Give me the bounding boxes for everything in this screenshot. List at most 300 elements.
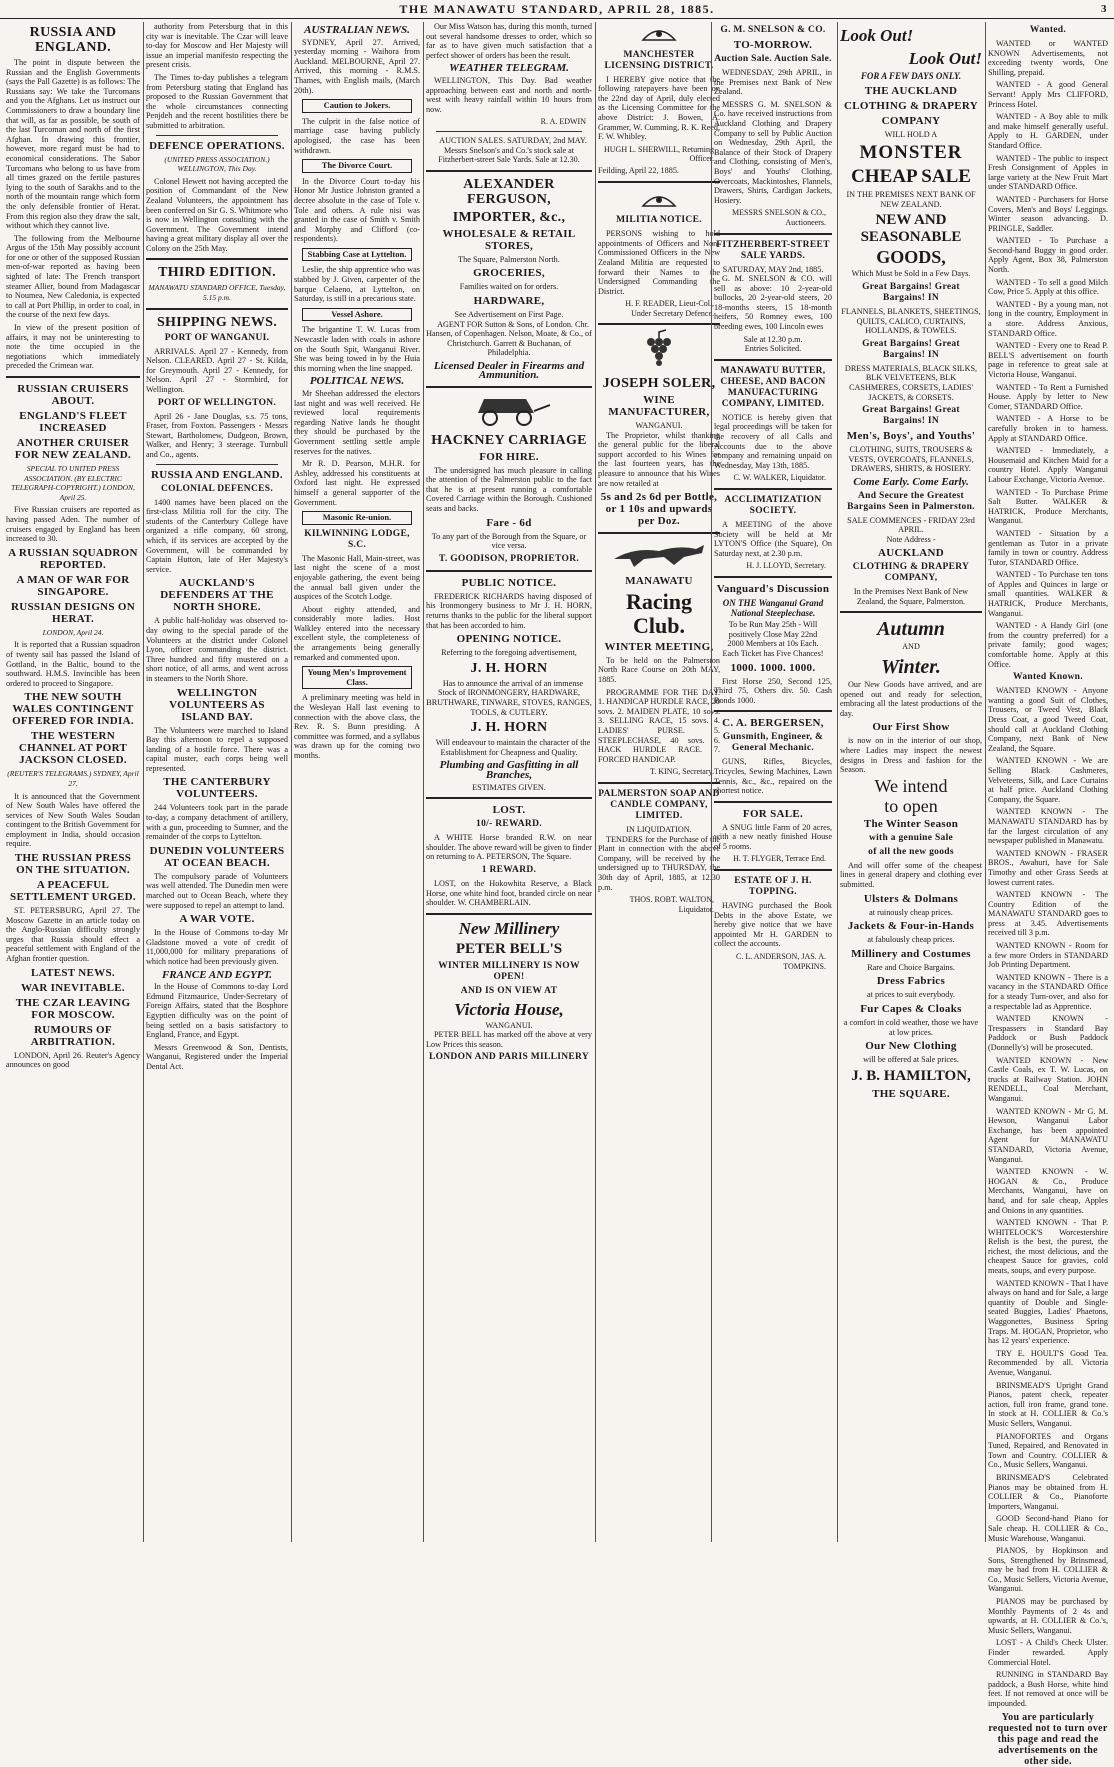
article-text: 1400 names have been placed on the first-class Militia roll for the city. The students of the Canterbury College have organized a rifle company, 60 strong, which, if its services are accepted by the Government, will be commanded by Captain Hutton, late of Her Majesty's service. xyxy=(146,497,288,574)
advert-text: NOTICE is hereby given that legal proceedings will be taken for the recovery of all Calls and Accounts due to the above company and remaining unpaid on Wednesday, May 13th, 1885. xyxy=(714,412,832,470)
classified-ad: WANTED KNOWN - New Castle Coals, ex T. W. Lucas, on trucks at Railway Station. JOHN RENDELL, Coal Merchant, Wanganui. xyxy=(988,1055,1108,1103)
advert-title: Our First Show xyxy=(872,721,950,734)
headline: WELLINGTON VOLUNTEERS AS ISLAND BAY. xyxy=(169,686,265,723)
article-text: The compulsory parade of Volunteers was well attended. The Dunedin men were marched out to Ocean Beach, where they were supposed to repel an attempt to land. xyxy=(146,871,288,910)
classified-ad: WANTED KNOWN - Room for a few more Orders in STANDARD Job Printing Department. xyxy=(988,941,1108,970)
advert-text: Entries Solicited. xyxy=(744,344,802,354)
section-title: Wanted. xyxy=(1029,25,1067,35)
headline: DUNEDIN VOLUNTEERS AT OCEAN BEACH. xyxy=(149,844,285,869)
divider xyxy=(6,376,140,378)
advert-text: at prices to suit everybody. xyxy=(867,990,955,1000)
article-text: A preliminary meeting was held in the Wesleyan Hall last evening to connection with the above class, the Rev. R. S. Bunn presiding. A committee was formed, and a syllabus was drawn up for the coming two months. xyxy=(294,693,420,760)
column-rule xyxy=(143,22,144,1542)
classified-ad: WANTED - To Rent a Furnished House. Apply by letter to New Comer, STANDARD Office. xyxy=(988,382,1108,411)
advert-text: AGENT FOR Sutton & Sons, of London. Chr. Hansen, of Copenhagen. Nelson, Moate, & Co., of Christchurch. Garrett & Buchanan, of Philadelphia. xyxy=(426,319,592,358)
divider xyxy=(714,233,832,235)
advert-title: C. A. BERGERSEN, xyxy=(722,717,824,730)
advert-title: 1 REWARD. xyxy=(481,864,537,875)
divider xyxy=(426,386,592,388)
advert-text: And will offer some of the cheapest lines in general drapery and clothing ever submitted. xyxy=(840,860,982,889)
advert-title: THE AUCKLAND xyxy=(864,84,958,97)
signature: C. W. WALKER, Liquidator. xyxy=(733,473,826,483)
advert-title: of all the new goods xyxy=(868,846,954,857)
classified-ad: WANTED - A Boy able to milk and make himself generally useful. Apply to H. GARDEN, under Standard Office. xyxy=(988,112,1108,150)
article-text: SYDNEY, April 27. Arrived, yesterday morning - Waihora from Auckland. MELBOURNE, April 27. Arrived, this morning - R.M.S. Thames, with English mails, (March 20th). xyxy=(294,37,420,95)
classified-ad: WANTED - A Horse to be carefully broken in to harness. Apply at STANDARD Office. xyxy=(988,414,1108,443)
masthead-title: THE MANAWATU STANDARD, APRIL 28, 1885. xyxy=(399,2,715,16)
advert-text: IN LIQUIDATION. xyxy=(626,824,692,834)
classified-ad: PIANOS, by Hopkinson and Sons, Strengthened by Brinsmead, may be had from H. COLLIER & Co., Music Sellers, Victoria Avenue, Wanganui. xyxy=(988,1546,1108,1594)
advert-text: FOR A FEW DAYS ONLY. xyxy=(860,71,962,81)
signature: HUGH L. SHERWILL, Returning Officer. xyxy=(604,144,714,164)
article-text: 244 Volunteers took part in the parade to-day, a company detachment of artillery, with a gun, proceeding to Sumner, and the remainder of the corps to Lyttelton. xyxy=(146,803,288,842)
classified-ad: WANTED - The public to inspect Fresh Consignment of Apples in large variety at the New Fruit Mart under STANDARD Office. xyxy=(988,153,1108,192)
advert-text: To be Run May 25th - Will positively Close May 22nd xyxy=(728,620,818,639)
advert-text: FREDERICK RICHARDS having disposed of his Ironmongery business to Mr J. H. HORN, returns thanks to the public for the liberal support that has been accorded to him. xyxy=(426,591,592,630)
boxed-headline: Masonic Re-union. xyxy=(302,511,412,525)
advert-title: CLOTHING & DRAPERY xyxy=(844,99,978,112)
advert-title: HARDWARE, xyxy=(473,294,545,307)
boxed-headline: The Divorce Court. xyxy=(302,159,412,173)
advert-text: HAVING purchased the Book Debts in the above Estate, we hereby give notice that we have appointed Mr H. GARDEN to collect the accounts. xyxy=(714,901,832,949)
advert-title: J. B. HAMILTON, xyxy=(851,1067,971,1084)
advert-title: Look Out! xyxy=(840,26,914,45)
advert-text: In the Premises Next Bank of New Zealand, the Square, Palmerston. xyxy=(853,587,969,606)
headline: THE WESTERN CHANNEL AT PORT JACKSON CLOSED. xyxy=(18,730,128,767)
classified-ad: BRINSMEAD'S Upright Grand Pianos, patent check, repeater action, full iron frame, grand tone. In stock at H. COLLIER & Co.'s Music Sellers, Wanganui. xyxy=(988,1380,1108,1428)
classified-ad: PIANOFORTES and Organs Tuned, Repaired, and Renovated in Town and Country. COLLIER & Co., Music Sellers, Wanganui. xyxy=(988,1431,1108,1470)
headline: THE CANTERBURY VOLUNTEERS. xyxy=(163,776,271,801)
advert-text: TENDERS for the Purchase of the Plant in connection with the above Company, will be received by the undersigned up to THURSDAY, the 30th day of April, 1885, at 12.30 p.m. xyxy=(598,834,720,892)
carriage-illustration xyxy=(426,393,592,430)
headline: THIRD EDITION. xyxy=(158,265,276,281)
advert-title: FITZHERBERT-STREET SALE YARDS. xyxy=(716,239,830,261)
signature: H. J. LLOYD, Secretary. xyxy=(746,561,826,571)
advert-title: GOODS, xyxy=(876,247,946,268)
advert-text: 2000 Members at 10s Each. xyxy=(727,639,819,649)
advert-text: ON THE Wanganui Grand National Steeplechase. xyxy=(722,597,824,618)
advert-text: WEDNESDAY, 29th APRIL, in the Premises next Bank of New Zealand. xyxy=(714,68,832,97)
advert-title: Look Out! xyxy=(908,49,982,68)
advert-title: MANAWATU BUTTER, CHEESE, AND BACON MANUFACTURING COMPANY, LIMITED. xyxy=(720,365,826,409)
divider xyxy=(146,308,288,310)
classified-ad: GOOD Second-hand Piano for Sale cheap. H. COLLIER & Co., Music Warehouse, Wanganui. xyxy=(988,1514,1108,1543)
column-rule xyxy=(837,22,838,1542)
advert-title: LOST. xyxy=(492,804,526,817)
advert-text: Rare and Choice Bargains. xyxy=(867,962,955,972)
classified-ad: WANTED - To Purchase Prime Salt Butter. WALKER & HATRICK, Produce Merchants, Wanganui. xyxy=(988,487,1108,526)
dateline: SPECIAL TO UNITED PRESS ASSOCIATION. (BY ELECTRIC TELEGRAPH-COPYRIGHT.) LONDON, April 25. xyxy=(11,464,135,502)
advert-title: CHEAP SALE xyxy=(851,166,971,188)
advert-title: Racing Club. xyxy=(626,588,692,638)
advert-title: ACCLIMATIZATION SOCIETY. xyxy=(724,495,822,516)
classified-ad: WANTED - A Handy Girl (one from the country preferred) for a private family; good wages; comfortable home. Apply at this Office. xyxy=(988,621,1108,669)
column-6-snelson xyxy=(714,22,832,1542)
column-rule xyxy=(595,22,596,1542)
article-text: In the House of Commons to-day Lord Edmund Fitzmaurice, Under-Secretary of Foreign Affairs, stated that the Bosphore Egyptien difficulty was on the point of being settled on a basis satisfactory to England, France, and Egypt. xyxy=(146,982,288,1040)
classified-ad: WANTED KNOWN - That P. WHITELOCK'S Worcestershire Relish is the best, the purest, the richest, the most delicious, and the cheapest Sauce for gravies, cold meats, soups, and every purpose. xyxy=(988,1218,1108,1276)
article-text: The following from the Melbourne Argus of the 15th May possibly account for one or other of the supposed Russian men-of-war reported as having been sighted of late: The French transport steamer Allier, bound from Madagascar to Noumea, New Caledonia, is expected to call at Port Phillip, in order to coal, in the course of the next few days. xyxy=(6,233,140,320)
advert-title: T. GOODISON, PROPRIETOR. xyxy=(438,553,580,564)
advert-title: And Secure the Greatest Bargains Seen in Palmerston. xyxy=(847,490,975,512)
advert-title: CLOTHING & DRAPERY COMPANY, xyxy=(852,562,970,584)
advert-title: Fare - 6d xyxy=(486,516,532,529)
advert-title: PETER BELL'S xyxy=(455,940,563,957)
divider xyxy=(426,170,592,172)
divider xyxy=(426,570,592,572)
boxed-headline: Caution to Jokers. xyxy=(302,99,412,113)
article-text: About eighty attended, and considerably more ladies. Host Walkley entered into the necessary excellent style, the completeness of the arrangements being generally remarked and commented upon. xyxy=(294,604,420,662)
column-3 xyxy=(294,22,420,1542)
advert-text: Sale at 12.30 p.m. xyxy=(743,334,803,344)
article-text: The brigantine T. W. Lucas from Newcastle laden with coals in ashore on the South Spit, Wanganui River. She was being towed in by the Huia this morning when the line snapped. xyxy=(294,325,420,373)
advert-title: THE SQUARE. xyxy=(872,1087,950,1100)
classified-ad: WANTED - A good General Servant! Apply Mrs CLIFFORD, Princess Hotel. xyxy=(988,80,1108,109)
divider xyxy=(840,611,982,613)
article-text: April 26 - Jane Douglas, s.s. 75 tons, Fraser, from Foxton. Passengers - Messrs Stewart, Bartholomew, Dudgeon, Brown, Walker, and Henry; 3 steerage. Turnbull and Co., agents. xyxy=(146,411,288,459)
advert-text: Our New Goods have arrived, and are opened out and ready for selection, embracing all the latest productions of the day. xyxy=(840,680,982,718)
advert-title: PALMERSTON SOAP AND CANDLE COMPANY, LIMITED. xyxy=(598,788,720,821)
headline: ANOTHER CRUISER FOR NEW ZEALAND. xyxy=(14,437,132,461)
classified-ad: WANTED KNOWN - W. HOGAN & Co., Produce Merchants, Wanganui, have on hand, and for sale cheap, Apples and Onions in any quantities. xyxy=(988,1167,1108,1215)
advert-text: SALE COMMENCES - FRIDAY 23rd APRIL. xyxy=(847,515,975,535)
signature: THOS. ROBT. WALTON, Liquidator. xyxy=(629,895,714,914)
signature: H. F. READER, Lieut-Col., Under Secretary Defence. xyxy=(625,299,714,318)
divider xyxy=(714,710,832,712)
article-text: In the Divorce Court to-day his Honor Mr Justice Johnston granted a decree absolute in the case of Tole v. Tole and others. A rule nisi was granted in the case of Smith v. Smith and Morphy and Clifford (co-respondents). xyxy=(294,176,420,244)
footer-notice: You are particularly requested not to turn over this page and read the advertisements on the other side. xyxy=(988,1711,1108,1767)
advert-text: Plumbing and Gasfitting in all Branches, xyxy=(439,759,579,781)
advert-title: 10/- REWARD. xyxy=(476,819,542,830)
advert-text: LONDON AND PARIS MILLINERY xyxy=(428,1052,590,1063)
article-text: In the House of Commons to-day Mr Gladstone moved a vote of credit of 11,000,000 for military preparations of which notice had been previously given. xyxy=(146,928,288,966)
advert-text: IN THE PREMISES NEXT BANK OF NEW ZEALAND. xyxy=(846,190,976,209)
advert-text: WINTER MILLINERY IS NOW OPEN! xyxy=(438,960,580,982)
headline: POLITICAL NEWS. xyxy=(309,375,405,388)
classified-ad: WANTED - Immediately, a Housemaid and Kitchen Maid for a country Hotel. Apply Wanganui Labour Exchange, Victoria Avenue. xyxy=(988,446,1108,484)
advert-text: PETER BELL has marked off the above at very Low Prices this season. xyxy=(426,1030,592,1049)
headline: RUSSIAN DESIGNS ON HERAT. xyxy=(11,600,135,625)
classified-ad: WANTED - Every one to Read P. BELL'S advertisement on fourth page in reference to great sale at Victoria House, Wanganui. xyxy=(988,341,1108,379)
classified-ad: WANTED - To Purchase ten tons of Apples and Quinces in large or small quantities. WALKER & HATRICK, Produce Merchants, Wanganui. xyxy=(988,570,1108,618)
advert-title: Ulsters & Dolmans xyxy=(863,892,959,905)
classified-ad: WANTED KNOWN - The MANAWATU STANDARD has by far the largest circulation of any newspaper published in Manawatu. xyxy=(988,807,1108,846)
article-text: Five Russian cruisers are reported as having passed Aden. The number of cruisers engaged by England has been increased to 30. xyxy=(6,505,140,544)
advert-text: GUNS, Rifles, Bicycles, Tricycles, Sewing Machines, Lawn Tennis, &c., &c., repaired on the shortest notice. xyxy=(714,757,832,796)
advert-title: G. M. SNELSON & CO. xyxy=(720,25,826,35)
advert-title: with a genuine Sale xyxy=(868,832,954,843)
headline: DEFENCE OPERATIONS. xyxy=(149,139,285,152)
classified-ad: WANTED - Purchasers for Horse Covers, Men's and Boys' Leggings. Winter season advancing. D. PRINGLE, Saddler. xyxy=(988,194,1108,233)
advert-title: WHOLESALE & RETAIL STORES, xyxy=(442,227,576,252)
dateline: (UNITED PRESS ASSOCIATION.) WELLINGTON, This Day. xyxy=(164,154,270,174)
article-text: AUCTION SALES. SATURDAY, 2nd MAY. Messrs Snelson's and Co.'s stock sale at Fitzherbert-street Sale Yards. Sale at 12.30. xyxy=(438,135,587,165)
advert-title: Great Bargains! Great Bargains! IN xyxy=(862,405,960,427)
dateline: LONDON, April 24. xyxy=(42,627,104,637)
classified-ad: WANTED KNOWN - Mr G. M. Hewson, Wanganui Labor Exchange, has been appointed Agent for MANAWATU STANDARD, Victoria Avenue, Wanganui. xyxy=(988,1106,1108,1164)
headline: WEATHER TELEGRAM. xyxy=(449,62,569,75)
advert-text: A SNUG little Farm of 20 acres, with a new neatly finished House of 5 rooms. xyxy=(714,822,832,851)
advert-text: ESTIMATES GIVEN. xyxy=(472,782,546,792)
divider xyxy=(714,359,832,361)
advert-title: Jackets & Four-in-Hands xyxy=(847,920,975,933)
advert-text: AND xyxy=(902,642,920,652)
article-text: In view of the present position of affairs, it may not be uninteresting to note the time occupied in the negotiations which immediately preceded the Crimean war. xyxy=(6,323,140,371)
advert-title: FOR SALE. xyxy=(742,807,804,820)
article-text: Colonel Hewett not having accepted the position of Commandant of the New Zealand Volunteers, the appointment has been conferred on Sir G. S. Whitmore who is now in Wellington consulting with the Government. The Government intend having a great military display all over the Colony on the 25th May. xyxy=(146,176,288,253)
classified-ad: RUNNING in STANDARD Bay paddock, a Bush Horse, white hind feet. If not removed at once will be impounded. xyxy=(988,1670,1108,1708)
advert-text: Will endeavour to maintain the character of the Establishment for Cheapness and Quality. xyxy=(435,738,591,757)
advert-text: at fabulously cheap prices. xyxy=(867,935,955,945)
article-text: WELLINGTON, This Day. Bad weather approaching between east and north and north-west with heavy rainfall within 10 hours from now. xyxy=(426,75,592,114)
article-text: ARRIVALS. April 27 - Kennedy, from Nelson. CLEARED. April 27 - St. Kilda, for Greymouth. April 27 - Kennedy, for Nelson. April 27 - Stormbird, for Wellington. xyxy=(146,346,288,395)
advert-text: Families waited on for orders. xyxy=(459,282,559,292)
advert-text: LOST, on the Hokowhita Reserve, a Black Horse, one white hind foot, branded circle on near shoulder. W. CHAMBERLAIN. xyxy=(426,878,592,908)
headline: THE NEW SOUTH WALES CONTINGENT OFFERED FOR INDIA. xyxy=(12,691,134,728)
advert-text: CLOTHING, SUITS, TROUSERS & VESTS, OVERCOATS, FLANNELS, DRAWERS, SHIRTS, & HOSIERY. xyxy=(848,445,974,474)
signature: H. T. FLYGER, Terrace End. xyxy=(733,854,826,864)
advert-title: WINTER MEETING, xyxy=(604,640,714,653)
classified-ad: WANTED KNOWN - FRASER BROS., Awahuri, have for Sale Timothy and other Grass Seeds at lowest current rates. xyxy=(988,848,1108,887)
column-7 xyxy=(840,22,982,1542)
advert-title: JOSEPH SOLER, xyxy=(602,376,716,392)
advert-title: The Winter Season xyxy=(863,817,959,830)
headline: LATEST NEWS. xyxy=(31,966,115,979)
boxed-headline: Stabbing Case at Lyttelton. xyxy=(302,248,412,262)
advert-title: Dress Fabrics xyxy=(876,975,946,988)
classified-ad: WANTED or WANTED KNOWN Advertisements, not exceeding twenty words, One Shilling, prepaid. xyxy=(988,39,1108,77)
divider xyxy=(426,797,592,799)
advert-title: J. H. HORN xyxy=(470,720,548,736)
article-text: Messrs Greenwood & Son, Dentists, Wanganui, Registered under the Imperial Dental Act. xyxy=(146,1042,288,1071)
headline: FRANCE AND EGYPT. xyxy=(161,968,273,981)
headline: THE CZAR LEAVING FOR MOSCOW. xyxy=(15,996,131,1021)
divider xyxy=(714,869,832,871)
advert-title: NEW AND SEASONABLE xyxy=(860,212,962,246)
signature: R. A. EDWIN xyxy=(540,117,586,127)
advert-text: The undersigned has much pleasure in calling the attention of the Palmerston public to the fact that he is at present running a comfortable Covered Carriage within the Borough. Cushioned seats and backs. xyxy=(426,465,592,514)
advert-text: See Advertisement on First Page. xyxy=(454,309,564,319)
classified-ad: WANTED KNOWN - Anyone wanting a good Suit of Clothes, Trousers, or Tweed Vest, Black Dress Coat, a good Tweed Coat, should call at Auckland Clothing Company, next Bank of New Zealand, the Square. xyxy=(988,686,1108,753)
advert-text: Each Ticket has Five Chances! xyxy=(722,648,824,658)
article-text: ST. PETERSBURG, April 27. The Moscow Gazette in an article today on the Anglo-Russian difficulty strongly urges that Russia should effect a peaceful settlement with England of the Afghan frontier question. xyxy=(6,906,140,964)
column-rule xyxy=(711,22,712,1542)
article-text: Leslie, the ship apprentice who was stabbed by J. Given, carpenter of the barque Celaeno, at Lyttelton, on Saturday, is still in a precarious state. xyxy=(294,265,420,304)
advert-text: First Horse 250, Second 125, Third 75, Others div. 50. Cash Bonds 1000. xyxy=(714,676,832,705)
masthead xyxy=(0,0,1114,19)
advert-text: a comfort in cold weather, those we have at low prices. xyxy=(843,1017,979,1037)
classified-ad: WANTED KNOWN - There is a vacancy in the STANDARD Office for a steady Turn-over, and also for a respectable lad as Apprentice. xyxy=(988,972,1108,1011)
page-number: 3 xyxy=(1101,3,1108,15)
advert-text: WANGANUI. xyxy=(485,1020,533,1030)
classified-ad: WANTED KNOWN - Trespassers in Standard Bay Paddock or Bush Paddock (Donnelly's) will be prosecuted. xyxy=(988,1014,1108,1052)
headline: A PEACEFUL SETTLEMENT URGED. xyxy=(10,879,136,904)
headline: WAR INEVITABLE. xyxy=(21,981,125,994)
headline: RUMOURS OF ARBITRATION. xyxy=(30,1023,116,1048)
advert-title: Our New Clothing xyxy=(865,1040,957,1053)
divider xyxy=(436,131,582,132)
advert-title: New Millinery xyxy=(458,918,560,938)
advert-title: WINE MANUFACTURER, xyxy=(608,394,710,419)
column-8 xyxy=(988,22,1108,1767)
article-text: authority from Petersburg that in this city war is inevitable. The Czar will leave to-day for Moscow and Her Majesty will issue an imperial manifesto respecting the present crisis. xyxy=(146,22,288,70)
advert-title: ALEXANDER FERGUSON, xyxy=(463,176,555,207)
article-text: Our Miss Watson has, during this month, turned out several handsome dresses to order, which so far as to have given much satisfaction that a perfect shower of orders has been the result. xyxy=(426,22,592,60)
divider xyxy=(426,913,592,915)
classified-ad: PIANOS may be purchased by Monthly Payments of 2 4s and upwards, at H. COLLIER & Co.'s, Music Sellers, Wanganui. xyxy=(988,1597,1108,1635)
advert-text: SATURDAY, MAY 2nd, 1885. xyxy=(722,264,824,274)
divider xyxy=(714,801,832,803)
article-text: Mr Sheehan addressed the electors last night and was well received. He reviewed local requirements regarding Native lands he thought they should be purchased by the Government settling settle ample reserves for the natives. xyxy=(294,389,420,456)
headline: PORT OF WANGANUI. xyxy=(164,332,270,343)
advert-title: PUBLIC NOTICE. xyxy=(461,576,557,589)
advert-title: Winter. xyxy=(881,656,941,679)
classified-ad: WANTED - To sell a good Milch Cow, Price 5. Apply at this office. xyxy=(988,277,1108,297)
advert-title: ESTATE OF J. H. TOPPING. xyxy=(734,876,812,898)
classified-ad: TRY E. HOULT'S Good Tea. Recommended by all. Victoria Avenue, Wanganui. xyxy=(988,1348,1108,1377)
advert-title: Victoria House, xyxy=(454,999,564,1019)
advert-title: We intend xyxy=(874,775,948,796)
boxed-headline: Young Men's Improvement Class. xyxy=(302,666,412,689)
article-text: LONDON, April 26. Reuter's Agency announces on good xyxy=(6,1050,140,1070)
advert-text: G. M. SNELSON & CO. will sell as above: 10 2-year-old bullocks, 20 2-year-old steers, 20 18-months steers, 15 18-month heifers, 50 Romney ewes, 100 breeding ewes, 100 Lincoln ewes xyxy=(714,274,832,332)
divider xyxy=(714,576,832,578)
advert-text: PROGRAMME FOR THE DAY. 1. HANDICAP HURDLE RACE, 20 sovs. 2. MAIDEN PLATE, 10 sovs. 3. SELLING RACE, 15 sovs. 4. LADIES' PURSE. 5. STEEPLECHASE, 40 sovs. 6. HACK HURDLE RACE. 7. FORCED HANDICAP. xyxy=(598,687,720,764)
classified-ad: WANTED KNOWN - The Country Edition of the MANAWATU STANDARD goes to press at 3.45. Advertisements received till 3 p.m. xyxy=(988,890,1108,938)
advert-text: Feilding, April 22, 1885. xyxy=(598,165,679,175)
advert-title: Fur Capes & Cloaks xyxy=(860,1002,962,1015)
advert-text: Referring to the foregoing advertisement, xyxy=(441,648,577,658)
advert-title: IMPORTER, &c., xyxy=(452,209,566,225)
advert-text: The Square, Palmerston North. xyxy=(458,254,560,264)
advert-text: AND IS ON VIEW AT xyxy=(460,985,558,996)
advert-text: To any part of the Borough from the Square, or vice versa. xyxy=(431,531,587,551)
classified-ad: WANTED - By a young man, not long in the country, Employment in a store. Address Anxious, STANDARD Office. xyxy=(988,299,1108,338)
advert-text: at ruinously cheap prices. xyxy=(869,907,953,917)
advert-title: AUCKLAND xyxy=(878,547,944,560)
advert-title: MANAWATU xyxy=(625,574,693,587)
advert-title: MONSTER xyxy=(859,142,963,164)
column-rule xyxy=(423,22,424,1542)
classified-ad: WANTED - To Purchase a Second-hand Buggy in good order. Apply Agent, Box 38, Palmerston North. xyxy=(988,236,1108,275)
advert-title: COMPANY xyxy=(881,114,941,127)
advert-text: Has to announce the arrival of an immense Stock of IRONMONGERY, HARDWARE, BRUTHWARE, TINWARE, STOVES, RANGES, TOOLS, & CUTLERY. xyxy=(426,678,592,717)
article-text: A public half-holiday was observed to-day owing to the special parade of the Volunteers at the district under Colonel Lyon, officer commanding the district. Three hundred and fifty mustered on a short notice, of all arms, and went across in steamers to the North Shore. xyxy=(146,616,288,683)
boxed-headline: Vessel Ashore. xyxy=(302,308,412,322)
advert-text: Come Early. Come Early. xyxy=(853,475,969,488)
advert-title: OPENING NOTICE. xyxy=(456,633,562,646)
advert-text: Licensed Dealer in Firearms and Ammunition. xyxy=(433,359,585,382)
headline: ENGLAND'S FLEET INCREASED xyxy=(19,410,127,434)
signature: T. KING, Secretary. xyxy=(650,767,714,777)
divider xyxy=(714,488,832,490)
headline: PORT OF WELLINGTON. xyxy=(157,397,277,408)
advert-title: Autumn xyxy=(877,618,945,641)
advert-title: Millinery and Costumes xyxy=(851,947,971,960)
dateline: MANAWATU STANDARD OFFICE, Tuesday, 5.15 p.m. xyxy=(148,283,286,303)
advert-text: Note Address - xyxy=(886,534,936,544)
signature: C. L. ANDERSON, JAS. A. TOMPKINS. xyxy=(735,952,826,971)
classified-ad: LOST - A Child's Check Ulster. Finder rewarded. Apply Commercial Hotel. xyxy=(988,1638,1108,1667)
classified-ad: WANTED KNOWN - We are Selling Black Cashmeres, Velveteens, Silk, and Lace Curtains at half price. Auckland Clothing Company, the Square. xyxy=(988,756,1108,804)
dateline: (REUTER'S TELEGRAMS.) SYDNEY, April 27. xyxy=(7,769,139,788)
advert-title: GROCERIES, xyxy=(473,267,545,280)
advert-text: WANGANUI. xyxy=(635,421,683,431)
classified-ad: BRINSMEAD'S Celebrated Pianos may be obtained from H. COLLIER & Co., Pianoforte Importers, Wanganui. xyxy=(988,1472,1108,1511)
article-text: Mr R. D. Pearson, M.H.R. for Ashley, addressed his constituents at Oxford last night. He expressed himself a general supporter of the Government. xyxy=(294,459,420,507)
advert-title: to open xyxy=(884,795,938,816)
advert-title: MILITIA NOTICE. xyxy=(616,215,702,226)
advert-text: MESSRS G. M. SNELSON & Co. have received instructions from Auckland Clothing and Drapery Company to sell by Public Auction on Wednesday, 29th April, the Balance of their Stock of Drapery and Clothing, consisting of Men's, Boys' and Youths' Clothing, Overcoats, Mackintoshes, Flannels, Drawers, Shirts, Cardigan Jackets, Hosiery. xyxy=(714,99,832,205)
advert-title: Vanguard's Discussion xyxy=(716,582,830,595)
advert-title: Gunsmith, Engineer, & General Mechanic. xyxy=(722,732,824,754)
headline: A WAR VOTE. xyxy=(179,913,255,926)
advert-text: PERSONS wishing to hold appointments of Officers and Non-Commissioned Officers in the New Zealand Militia are requested to forward their Names to the Undersigned Commanding the District. xyxy=(598,229,720,296)
advert-text: A WHITE Horse branded R.W. on near shoulder. The above reward will be given to finder on returning to A. PETERSON, The Square. xyxy=(426,833,592,862)
headline: RUSSIAN CRUISERS ABOUT. xyxy=(17,383,129,407)
headline: SHIPPING NEWS. xyxy=(156,314,278,330)
article-text: The Masonic Hall, Main-street, was last night the scene of a most enjoyable gathering, the event being the annual ball given under the auspices of the Scotch Lodge. xyxy=(294,553,420,602)
advert-title: J. H. HORN xyxy=(470,660,548,676)
advert-text: WILL HOLD A xyxy=(884,129,938,139)
headline: A RUSSIAN SQUADRON REPORTED. xyxy=(8,546,138,571)
advert-text: The Proprietor, whilst thanking the general public for the liberal support accorded to his Wines for the last fourteen years, has the pleasure to announce that his Wines are now retailed at xyxy=(598,430,720,488)
column-4 xyxy=(426,22,592,1542)
advert-text: A MEETING of the above Society will be held at Mr LYTON'S Office (the Square), On Saturday next, at 2.30 p.m. xyxy=(714,520,832,558)
advert-text: FLANNELS, BLANKETS, SHEETINGS, QUILTS, CALICO, CURTAINS, HOLLANDS, & TOWELS. xyxy=(841,306,981,336)
article-text: The point in dispute between the Russian and the English Governments (says the Pall Gazette) is as follows: The Russians say: We take the Turcomans and you the Afghans. Let us instruct our Commissioners to draw a boundary line that will, as far as possible, be south of the last Turcoman and north of the first Afghan. In drawing this frontier, however, more regard must be had to economical considerations. The Sabor Turcomans who belong to us have from all times grazed on the fertile pastures lying to the south of Sarakhs and to the north of the mountain range which form the only defensible frontier of Herat. From this region also they draw the salt, without which they cannot live. xyxy=(6,58,140,231)
advert-title: Great Bargains! Great Bargains! IN xyxy=(862,338,960,360)
column-rule xyxy=(291,22,292,1542)
advert-title: MANCHESTER LICENSING DISTRICT. xyxy=(604,49,714,71)
advert-title: Great Bargains! Great Bargains! IN xyxy=(862,281,960,303)
advert-text: DRESS MATERIALS, BLACK SILKS, BLK VELVETEENS, BLK CASHMERES, CORSETS, LADIES' JACKETS, & CORSETS. xyxy=(844,363,978,402)
article-text: The culprit in the false notice of marriage case having publicly apologised, the case has been withdrawn. xyxy=(294,116,420,155)
signature: MESSRS SNELSON & CO., Auctioneers. xyxy=(731,208,826,227)
divider xyxy=(156,135,278,136)
advert-title: Auction Sale. Auction Sale. xyxy=(714,54,832,64)
article-text: The Volunteers were marched to Island Bay this afternoon to repel a supposed landing of a hostile force. There was a capital muster, each corps being well represented. xyxy=(146,725,288,773)
headline: RUSSIA AND ENGLAND. xyxy=(151,468,283,481)
advert-text: will be offered at Sale prices. xyxy=(863,1055,959,1065)
advert-text: To be held on the Palmerston North Race Course on 20th MAY, 1885. xyxy=(598,655,720,684)
advert-text: I HEREBY give notice that the following ratepayers have been on the 22nd day of April, duly elected as the Licensing Committee for the above District: J. Bowen, A. Grammer, W. Cumming, R. K. Reed, F. W. Whibley. xyxy=(598,74,720,142)
advert-title: Men's, Boys', and Youths' xyxy=(846,430,976,443)
headline: A MAN OF WAR FOR SINGAPORE. xyxy=(16,573,130,598)
section-title: Wanted Known. xyxy=(1013,672,1083,683)
classified-ad: WANTED KNOWN - That I have always on hand and for Sale, a large quantity of Double and Single-seated Buggies, Ladies' Phaetons, Waggonettes, Business Spring Traps. M. HOGAN, Proprietor, who has 12 years' experience. xyxy=(988,1278,1108,1346)
divider xyxy=(146,258,288,260)
headline: KILWINNING LODGE, S.C. xyxy=(304,528,410,550)
advert-text: is now on in the interior of our shop, where Ladies may inspect the newest designs in Dress and fashion for the Season. xyxy=(840,736,982,775)
advert-title: 5s and 2s 6d per Bottle, or 1 10s and upwards per Doz. xyxy=(600,491,718,528)
headline: AUSTRALIAN NEWS. xyxy=(304,24,410,36)
column-1 xyxy=(6,22,140,1542)
headline: RUSSIA AND ENGLAND. xyxy=(29,25,117,55)
article-text: It is reported that a Russian squadron of twenty sail has passed the Island of Gottland, in the Baltic, bound to the southward. H.M.S. Invincible has been ordered to proceed to Singapore. xyxy=(6,640,140,688)
advert-title: 1000. 1000. 1000. xyxy=(730,661,816,674)
advert-title: HACKNEY CARRIAGE xyxy=(431,432,587,448)
classified-ad: WANTED - Situation by a gentleman as Tutor in a private family in town or country. Address Tutor, STANDARD Office. xyxy=(988,528,1108,567)
article-text: It is announced that the Government of New South Wales have offered the services of New South Wales Soudan contingent to the British Government for employment in India, should occasion require. xyxy=(6,791,140,849)
column-2 xyxy=(146,22,288,1542)
headline: THE RUSSIAN PRESS ON THE SITUATION. xyxy=(14,852,132,877)
advert-title: TO-MORROW. xyxy=(733,39,813,51)
headline: COLONIAL DEFENCES. xyxy=(160,483,274,494)
advert-title: FOR HIRE. xyxy=(479,450,539,463)
headline: AUCKLAND'S DEFENDERS AT THE NORTH SHORE. xyxy=(160,577,274,614)
divider xyxy=(156,464,278,465)
